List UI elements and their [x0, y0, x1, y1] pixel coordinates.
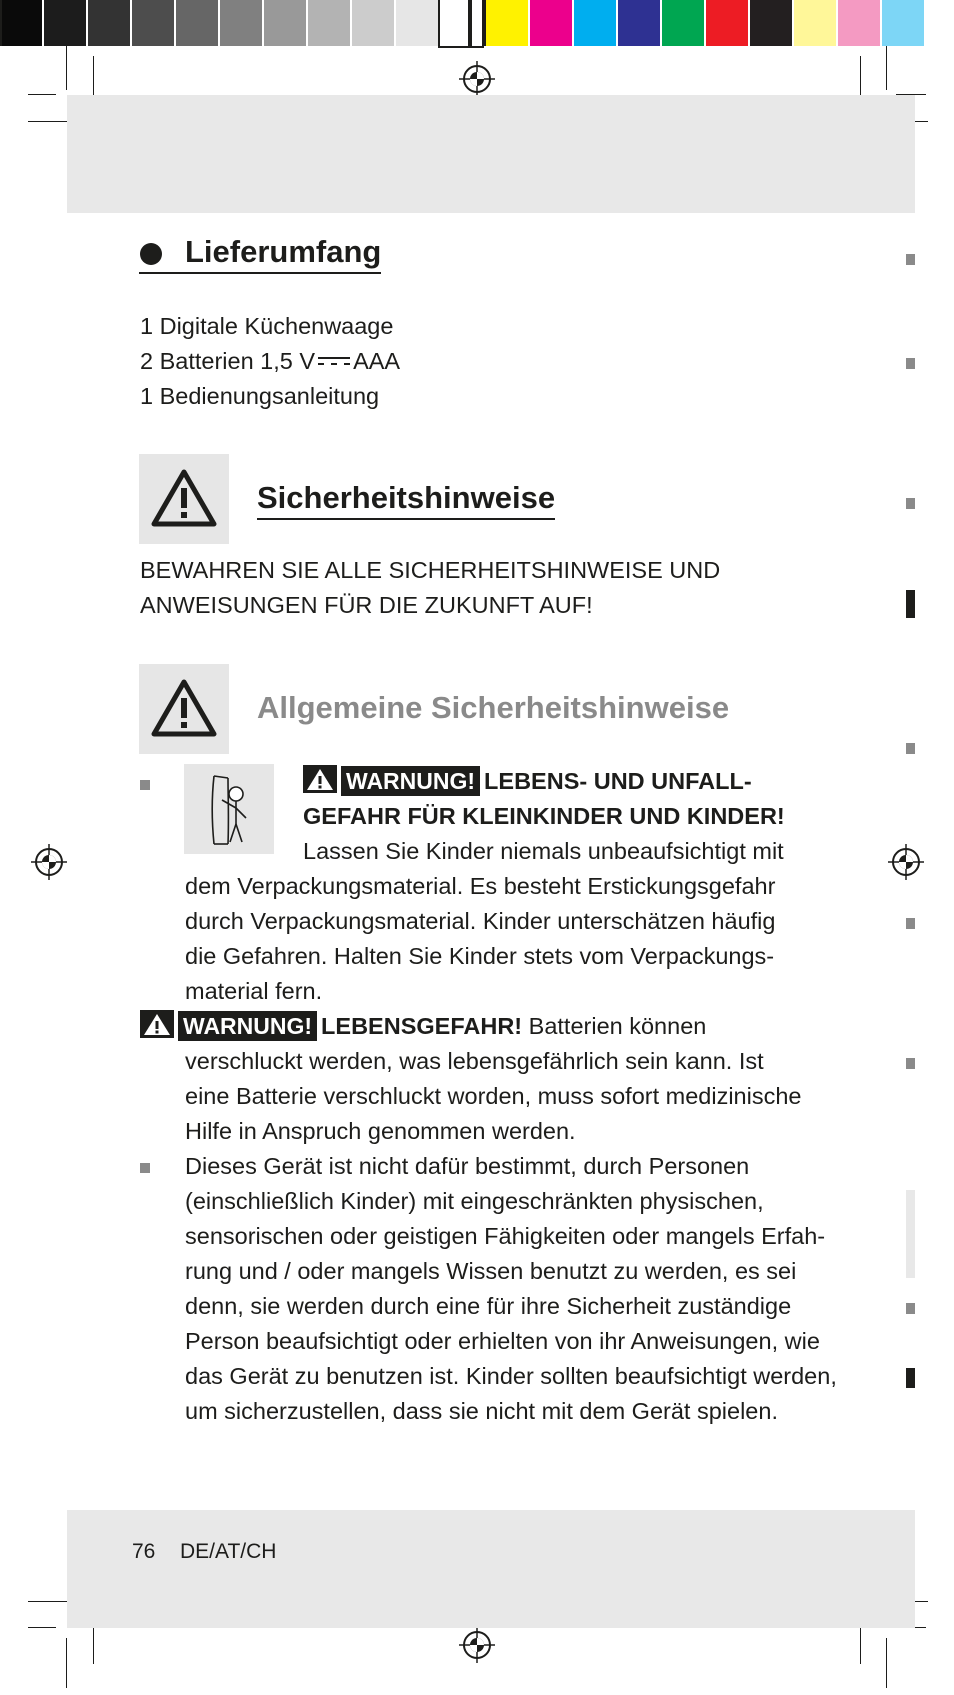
margin-marker [906, 254, 915, 265]
color-swatch [794, 0, 836, 46]
color-swatch [838, 0, 880, 46]
child-with-bag-icon [184, 764, 274, 854]
paragraph-line: Dieses Gerät ist nicht dafür bestimmt, durch Personen [185, 1153, 750, 1179]
warning-tag: WARNUNG! [341, 766, 480, 796]
color-swatch [574, 0, 616, 46]
crop-mark [66, 46, 67, 90]
paragraph-line: (einschließlich Kinder) mit eingeschränkten physischen, [185, 1188, 764, 1214]
caps-notice-line: BEWAHREN SIE ALLE SICHERHEITSHINWEISE UND [140, 557, 721, 583]
crop-mark [886, 1638, 887, 1688]
dc-current-icon [316, 354, 352, 368]
crop-mark [860, 56, 861, 100]
color-swatch [88, 0, 130, 46]
crop-mark [886, 46, 887, 90]
paragraph-line: um sicherzustellen, dass sie nicht mit dem Gerät spielen. [185, 1398, 778, 1424]
warning-triangle-icon [151, 468, 217, 528]
paragraph-line: die Gefahren. Halten Sie Kinder stets vom Verpackungs- [185, 943, 775, 969]
registration-mark-icon [459, 1627, 495, 1663]
color-swatch [132, 0, 174, 46]
warning2-title-line: WARNUNG! LEBENSGEFAHR! Batterien können [140, 1009, 706, 1044]
color-swatch [618, 0, 660, 46]
lieferumfang-heading: Lieferumfang [139, 234, 381, 274]
page-number: 76 [132, 1540, 156, 1563]
child-packaging-pictogram [184, 764, 274, 854]
list-item: 1 Digitale Küchenwaage [140, 313, 394, 339]
paragraph-line: durch Verpackungsmaterial. Kinder unterschätzen häufig [185, 908, 776, 934]
color-swatch [706, 0, 748, 46]
color-swatch [440, 0, 482, 46]
margin-marker [906, 918, 915, 929]
color-bar-separator [468, 0, 472, 46]
registration-mark-icon [31, 844, 67, 880]
bullet-square [140, 780, 150, 790]
caps-notice-line: ANWEISUNGEN FÜR DIE ZUKUNFT AUF! [140, 592, 593, 618]
paragraph-line: rung und / oder mangels Wissen benutzt zu werden, es sei [185, 1258, 797, 1284]
paragraph-line: sensorischen oder geistigen Fähigkeiten oder mangels Erfah- [185, 1223, 826, 1249]
list-item: 1 Bedienungsanleitung [140, 383, 380, 409]
warning-box [139, 664, 229, 754]
color-swatch [264, 0, 306, 46]
warning1-title-line: WARNUNG! LEBENS- UND UNFALL- [303, 764, 752, 799]
bullet-square [140, 1163, 150, 1173]
region-code: DE/AT/CH [180, 1540, 277, 1563]
paragraph-line: verschluckt werden, was lebensgefährlich sein kann. Ist [185, 1048, 764, 1074]
crop-mark [28, 1627, 56, 1628]
color-swatch [486, 0, 528, 46]
color-swatch [750, 0, 792, 46]
warning-triangle-icon [151, 678, 217, 738]
page-footer-band [67, 1510, 915, 1628]
color-swatch [352, 0, 394, 46]
color-swatch [530, 0, 572, 46]
warning-box [139, 454, 229, 544]
paragraph-line: eine Batterie verschluckt worden, muss sofort medizinische [185, 1083, 802, 1109]
margin-marker [906, 743, 915, 754]
crop-mark [28, 94, 56, 95]
allgemeine-heading: Allgemeine Sicherheitshinweise [257, 690, 730, 725]
paragraph-line: denn, sie werden durch eine für ihre Sicherheit zuständige [185, 1293, 792, 1319]
color-swatch [0, 0, 42, 46]
registration-mark-icon [888, 844, 924, 880]
print-color-bar [0, 0, 954, 46]
color-bar-separator [482, 0, 486, 46]
list-item: 2 Batterien 1,5 V AAA [140, 348, 401, 374]
paragraph-line: material fern. [185, 978, 323, 1004]
page-header-band [67, 95, 915, 213]
registration-mark-icon [459, 61, 495, 97]
color-swatch [662, 0, 704, 46]
warning-tag: WARNUNG! [178, 1011, 317, 1041]
color-swatch [396, 0, 438, 46]
margin-marker [906, 498, 915, 509]
warning-triangle-icon [303, 765, 337, 793]
warning-triangle-icon [140, 1010, 174, 1038]
paragraph-line: Lassen Sie Kinder niemals unbeaufsichtigt mit [303, 838, 784, 864]
margin-marker [906, 1190, 915, 1278]
sicherheitshinweise-heading: Sicherheitshinweise [257, 480, 555, 520]
paragraph-line: Hilfe in Anspruch genommen werden. [185, 1118, 576, 1144]
color-swatch [176, 0, 218, 46]
paragraph-line: Person beaufsichtigt oder erhielten von ihr Anweisungen, wie [185, 1328, 820, 1354]
crop-mark [93, 56, 94, 100]
margin-marker [906, 358, 915, 369]
margin-marker [906, 590, 915, 618]
paragraph-line: das Gerät zu benutzen ist. Kinder sollten beaufsichtigt werden, [185, 1363, 837, 1389]
margin-marker [906, 1368, 915, 1388]
color-swatch [220, 0, 262, 46]
color-swatch [44, 0, 86, 46]
crop-mark [66, 1638, 67, 1688]
color-bar-separator [0, 0, 2, 46]
paragraph-line: dem Verpackungsmaterial. Es besteht Erstickungsgefahr [185, 873, 776, 899]
color-swatch [308, 0, 350, 46]
color-swatch [882, 0, 924, 46]
margin-marker [906, 1058, 915, 1069]
margin-marker [906, 1303, 915, 1314]
warning1-title-line: GEFAHR FÜR KLEINKINDER UND KINDER! [303, 803, 785, 829]
